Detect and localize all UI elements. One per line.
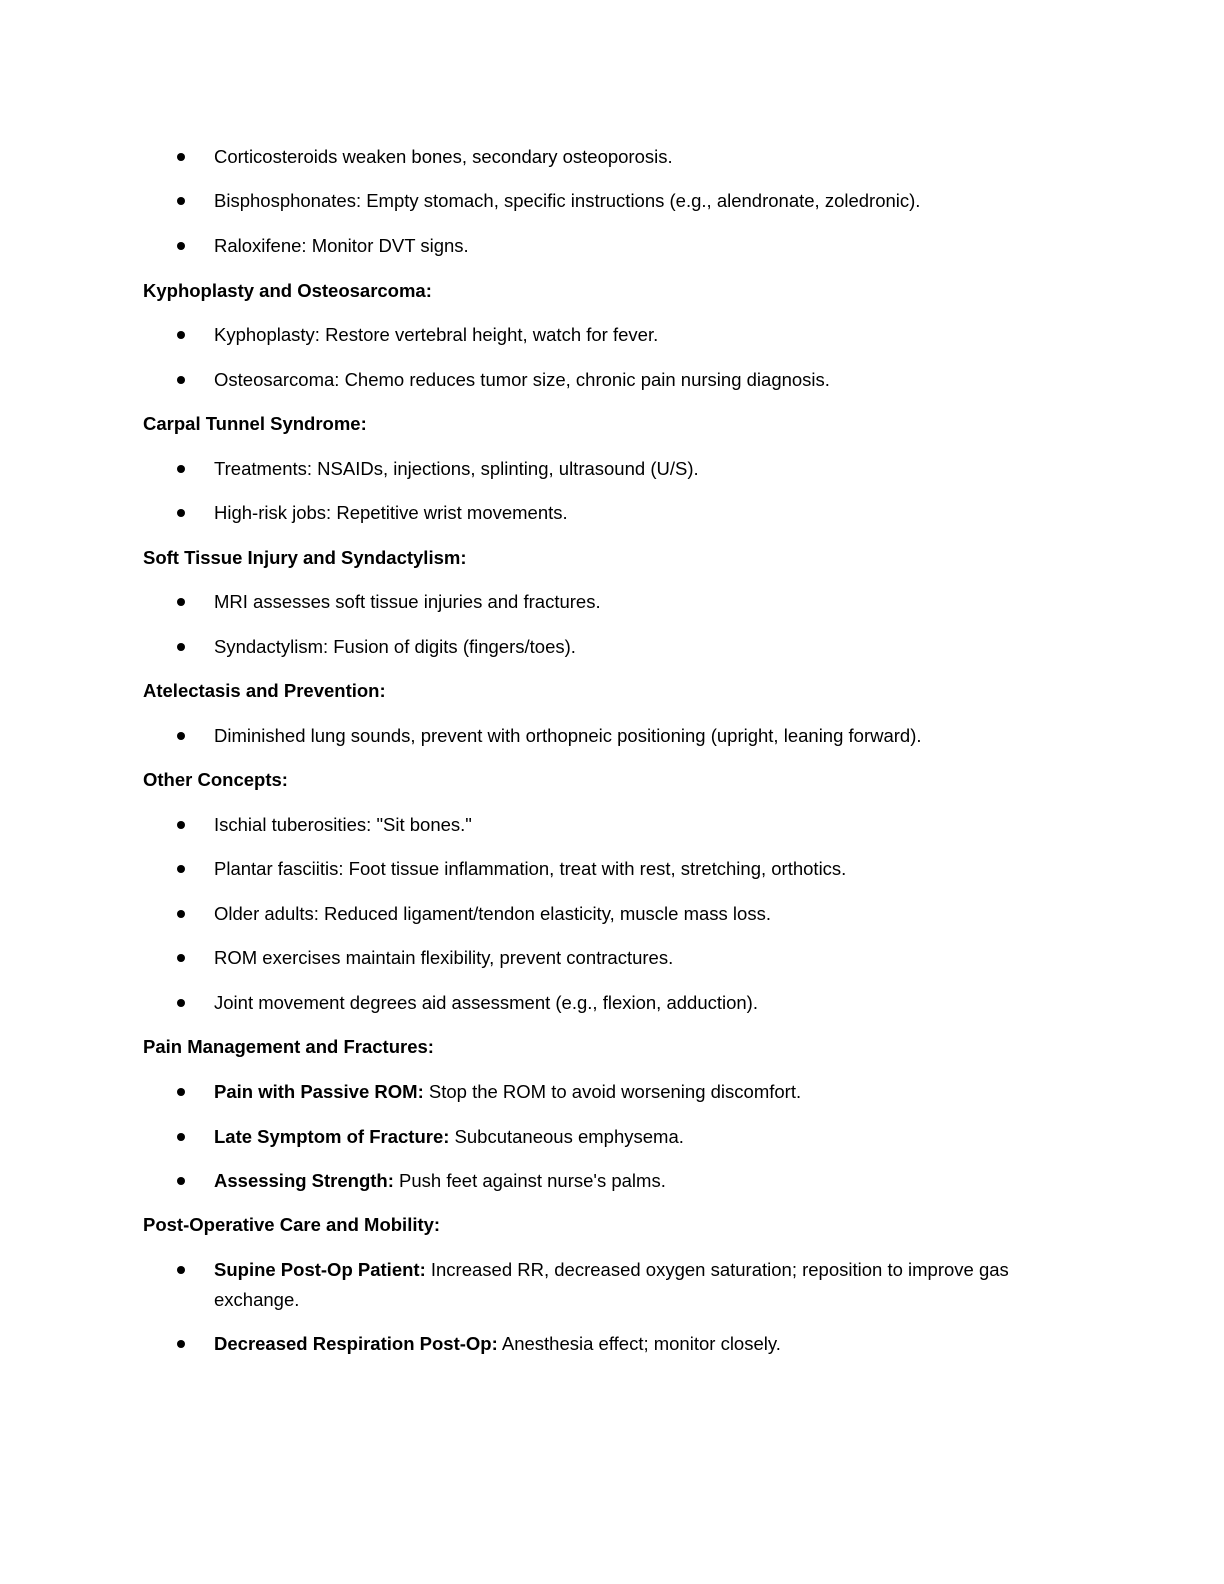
list-item-text: Syndactylism: Fusion of digits (fingers/toes). xyxy=(214,636,576,657)
list-item-text: MRI assesses soft tissue injuries and fractures. xyxy=(214,591,601,612)
list-item-text: Osteosarcoma: Chemo reduces tumor size, chronic pain nursing diagnosis. xyxy=(214,369,830,390)
list-item-text: Diminished lung sounds, prevent with orthopneic positioning (upright, leaning forward). xyxy=(214,725,922,746)
list-item-description: Push feet against nurse's palms. xyxy=(393,1170,666,1191)
list-item-text xyxy=(214,1077,1074,1107)
list-item-text: Bisphosphonates: Empty stomach, specific instructions (e.g., alendronate, zoledronic). xyxy=(214,190,921,211)
list-item-text xyxy=(214,1329,1074,1359)
list-item-term: Decreased Respiration Post-Op: xyxy=(214,1333,498,1354)
bullet-icon xyxy=(177,465,185,473)
bullet-icon xyxy=(177,1088,185,1096)
bullet-icon xyxy=(177,598,185,606)
bullet-icon xyxy=(177,509,185,517)
list-item-text xyxy=(214,1166,1074,1196)
list-item-text: ROM exercises maintain flexibility, prevent contractures. xyxy=(214,947,674,968)
section-heading: Carpal Tunnel Syndrome: xyxy=(143,413,367,434)
section-heading: Soft Tissue Injury and Syndactylism: xyxy=(143,547,467,568)
bullet-icon xyxy=(177,732,185,740)
section-heading: Kyphoplasty and Osteosarcoma: xyxy=(143,280,432,301)
bullet-icon xyxy=(177,954,185,962)
bullet-icon xyxy=(177,331,185,339)
list-item-text: Ischial tuberosities: "Sit bones." xyxy=(214,814,472,835)
bullet-icon xyxy=(177,153,185,161)
list-item-text: Raloxifene: Monitor DVT signs. xyxy=(214,235,469,256)
list-item-term: Assessing Strength: xyxy=(214,1170,394,1191)
bullet-icon xyxy=(177,197,185,205)
list-item-term: Supine Post-Op Patient: xyxy=(214,1259,426,1280)
section-heading: Pain Management and Fractures: xyxy=(143,1036,434,1057)
bullet-icon xyxy=(177,1133,185,1141)
list-item-text: Treatments: NSAIDs, injections, splinting, ultrasound (U/S). xyxy=(214,458,699,479)
bullet-icon xyxy=(177,1177,185,1185)
list-item-description: Anesthesia effect; monitor closely. xyxy=(497,1333,781,1354)
list-item-text xyxy=(214,1122,1074,1152)
section-heading: Atelectasis and Prevention: xyxy=(143,680,386,701)
bullet-icon xyxy=(177,643,185,651)
bullet-icon xyxy=(177,1340,185,1348)
bullet-icon xyxy=(177,999,185,1007)
bullet-icon xyxy=(177,910,185,918)
list-item-description: Stop the ROM to avoid worsening discomfort. xyxy=(423,1081,802,1102)
section-heading: Post-Operative Care and Mobility: xyxy=(143,1214,441,1235)
list-item-term: Late Symptom of Fracture: xyxy=(214,1126,450,1147)
bullet-icon xyxy=(177,821,185,829)
list-item-text: Kyphoplasty: Restore vertebral height, watch for fever. xyxy=(214,324,659,345)
list-item-text: Plantar fasciitis: Foot tissue inflammation, treat with rest, stretching, orthotics. xyxy=(214,858,847,879)
list-item-description: Subcutaneous emphysema. xyxy=(449,1126,684,1147)
list-item-text: High-risk jobs: Repetitive wrist movements. xyxy=(214,502,568,523)
list-item-term: Pain with Passive ROM: xyxy=(214,1081,424,1102)
list-item-text: Joint movement degrees aid assessment (e.g., flexion, adduction). xyxy=(214,992,758,1013)
list-item-text: Older adults: Reduced ligament/tendon elasticity, muscle mass loss. xyxy=(214,903,771,924)
list-item-text xyxy=(214,1255,1074,1315)
list-item-text: Corticosteroids weaken bones, secondary osteoporosis. xyxy=(214,146,673,167)
bullet-icon xyxy=(177,376,185,384)
bullet-icon xyxy=(177,1266,185,1274)
list-item-description: Increased RR, decreased oxygen saturation; reposition to improve gas exchange. xyxy=(214,1259,1009,1310)
bullet-icon xyxy=(177,865,185,873)
bullet-icon xyxy=(177,242,185,250)
section-heading: Other Concepts: xyxy=(143,769,288,790)
